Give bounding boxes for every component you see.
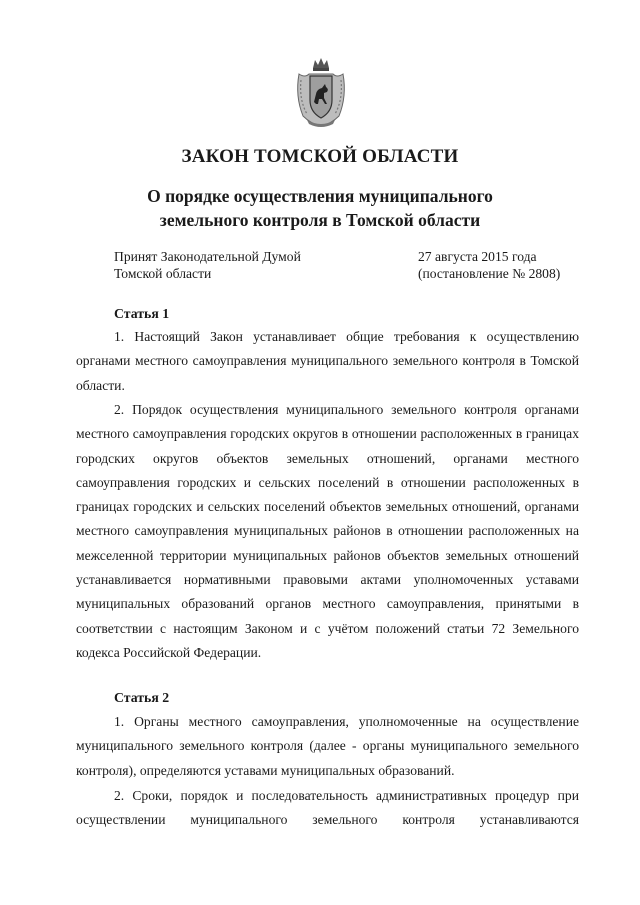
coat-of-arms-icon: [293, 56, 349, 128]
article-1-paragraph-1: 1. Настоящий Закон устанавливает общие требования к осуществлению органами местного самоуправления муниципального земельного контроля в Томской области.: [76, 329, 579, 393]
document-subtitle: [0, 184, 640, 232]
adoption-date: 27 августа 2015 года: [418, 249, 537, 264]
adoption-body-line-1: Принят Законодательной Думой: [114, 249, 301, 264]
adoption-resolution: (постановление № 2808): [418, 266, 561, 281]
article-2-paragraph-1: 1. Органы местного самоуправления, уполномоченные на осуществление муниципального земельного контроля (далее - органы муниципального земельного контроля), определяются уставами муниципальных образований.: [76, 714, 579, 778]
subtitle-line-2: земельного контроля в Томской области: [159, 210, 481, 230]
subtitle-line-1: О порядке осуществления муниципального: [147, 186, 493, 206]
article-2-paragraph-2: 2. Сроки, порядок и последовательность административных процедур при осуществлении муниципального земельного контроля устанавливаются: [76, 788, 579, 828]
adoption-body: [114, 248, 301, 282]
article-2-heading: Статья 2: [114, 690, 170, 705]
article-1-heading: Статья 1: [114, 306, 170, 321]
adoption-body-line-2: Томской области: [114, 266, 212, 281]
article-1-paragraph-2: 2. Порядок осуществления муниципального земельного контроля органами местного самоуправления городских округов в отношении расположенных в границах городских округов объектов земельных отношений, органами местного самоуправления городских и сельских поселений в отношении расположенных в границах городских и сельских поселений объектов земельных отношений, органами местного самоуправления муниципальных районов в отношении расположенных на межселенной территории муниципальных районов объектов земельных отношений устанавливается нормативными правовыми актами уполномоченных уставами муниципальных образований органов местного самоуправления, принятыми в соответствии с настоящим Законом и с учётом положений статьи 72 Земельного кодекса Российской Федерации.: [76, 402, 579, 660]
document-title: ЗАКОН ТОМСКОЙ ОБЛАСТИ: [181, 146, 459, 167]
adoption-date-block: [418, 248, 560, 282]
